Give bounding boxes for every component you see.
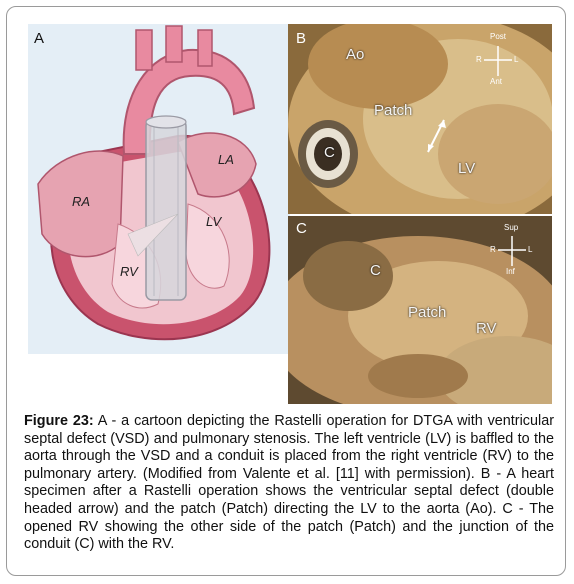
compass-bottom: Ant: [490, 77, 503, 86]
heart-specimen-image: [288, 24, 552, 214]
label-la: LA: [218, 152, 234, 167]
label-rv: RV: [476, 320, 497, 337]
panel-c-letter: C: [296, 220, 307, 237]
compass-right: L: [514, 55, 519, 64]
label-rv: RV: [120, 264, 138, 279]
compass-left: R: [490, 245, 496, 254]
heart-cartoon-illustration: [28, 24, 290, 354]
label-c: C: [324, 144, 335, 161]
caption-text: A - a cartoon depicting the Rastelli operation for DTGA with ventricular septal defect (VSD) and pulmonary stenosis. The left ventricle (LV) is baffled to the aorta through the VSD and a conduit is placed from the right ventricle (RV) to the pulmonary artery. (Modified from Valente et al. [11] with permission). B - A heart specimen after a Rastelli operation shows the ventricular septal defect (double headed arrow) and the patch (Patch) directing the LV to the aorta (Ao). C - The opened RV showing the other side of the patch (Patch) and the junction of the conduit (C) with the RV.: [24, 413, 554, 553]
caption-label: Figure 23:: [24, 413, 94, 429]
panel-b-specimen-photo: [288, 24, 552, 214]
label-c: C: [370, 262, 381, 279]
figure-caption: [24, 413, 554, 554]
label-patch: Patch: [374, 102, 413, 119]
label-patch: Patch: [408, 304, 447, 321]
label-lv: LV: [458, 160, 476, 177]
compass-right: L: [528, 245, 533, 254]
label-lv: LV: [206, 214, 222, 229]
compass-top: Post: [490, 32, 507, 41]
panel-c-specimen-photo: [288, 216, 552, 404]
compass-left: R: [476, 55, 482, 64]
panel-a-letter: A: [34, 30, 45, 47]
panel-a-cartoon: [28, 24, 290, 354]
panel-b-letter: B: [296, 30, 307, 47]
compass-bottom: Inf: [506, 267, 515, 276]
label-ra: RA: [72, 194, 91, 209]
compass-top: Sup: [504, 223, 519, 232]
label-ao: Ao: [346, 46, 365, 63]
